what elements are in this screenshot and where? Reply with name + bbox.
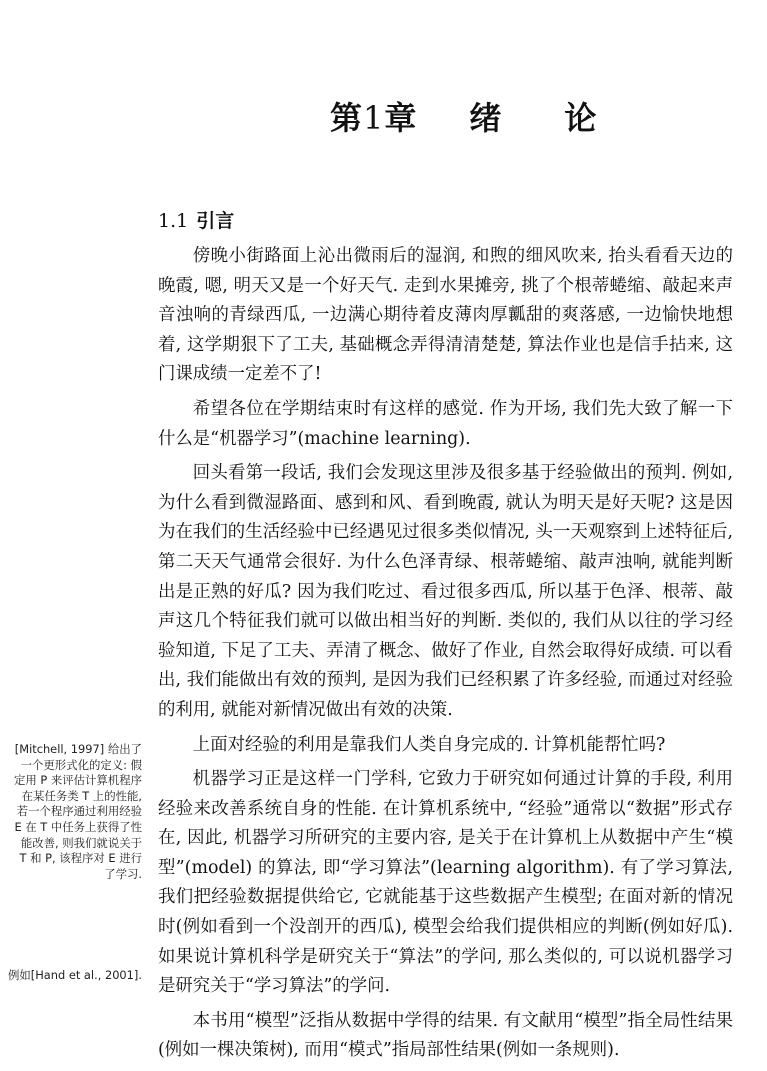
body-text: [158, 242, 733, 1071]
paragraph-2: 希望各位在学期结束时有这样的感觉. 作为开场, 我们先大致了解一下什么是“机器学习”(machine learning).: [158, 398, 733, 449]
margin-note-mitchell: [Mitchell, 1997] 给出了 一个更形式化的定义: 假 定用 P 来评估计算机程序 在某任务类 T 上的性能, 若一个程序通过利用经验 E 在 T 中任务上获得了性 能改善, 则我们就说关于 T 和 P, 该程序对 E 进行 了学习.: [13, 742, 142, 881]
chapter-title-char-2: 论: [564, 99, 598, 137]
section-number: 1.1: [158, 210, 189, 232]
margin-note-hand: 例如[Hand et al., 2001].: [8, 968, 142, 982]
paragraph-6: 本书用“模型”泛指从数据中学得的结果. 有文献用“模型”指全局性结果(例如一棵决策树), 而用“模式”指局部性结果(例如一条规则).: [158, 1010, 733, 1061]
chapter-number: 1: [363, 99, 385, 137]
section-title: 引言: [196, 210, 235, 232]
chapter-title: [330, 93, 597, 139]
paragraph-5: 机器学习正是这样一门学科, 它致力于研究如何通过计算的手段, 利用经验来改善系统自身的性能. 在计算机系统中, “经验”通常以“数据”形式存在, 因此, 机器学习所研究的主要内容, 是关于在计算机上从数据中产生“模型”(model) 的算法, 即“学习算法”(learning algorithm). 有了学习算法, 我们把经验数据提供给它, 它就能基于这些数据产生模型; 在面对新的情况时(例如看到一个没剖开的西瓜), 模型会给我们提供相应的判断(例如好瓜). 如果说计算机科学是研究关于“算法”的学问, 那么类似的, 可以说机器学习是研究关于“学习算法”的学问.: [158, 769, 733, 997]
section-heading: [158, 206, 234, 233]
paragraph-4: 上面对经验的利用是靠我们人类自身完成的. 计算机能帮忙吗?: [192, 734, 666, 755]
paragraph-1: 傍晚小街路面上沁出微雨后的湿润, 和煦的细风吹来, 抬头看看天边的晚霞, 嗯, 明天又是一个好天气. 走到水果摊旁, 挑了个根蒂蜷缩、敲起来声音浊响的青绿西瓜, 一边满心期待着皮薄肉厚瓤甜的爽落感, 一边愉快地想着, 这学期狠下了工夫, 基础概念弄得清清楚楚, 算法作业也是信手拈来, 这门课成绩一定差不了!: [158, 246, 733, 385]
chapter-prefix: 第: [330, 99, 364, 137]
chapter-suffix: 章: [384, 99, 418, 137]
paragraph-3: 回头看第一段话, 我们会发现这里涉及很多基于经验做出的预判. 例如, 为什么看到微湿路面、感到和风、看到晚霞, 就认为明天是好天呢? 这是因为在我们的生活经验中已经遇见过很多类似情况, 头一天观察到上述特征后, 第二天天气通常会很好. 为什么色泽青绿、根蒂蜷缩、敲声浊响, 就能判断出是正熟的好瓜? 因为我们吃过、看过很多西瓜, 所以基于色泽、根蒂、敲声这几个特征我们就可以做出相当好的判断. 类似的, 我们从以往的学习经验知道, 下足了工夫、弄清了概念、做好了作业, 自然会取得好成绩. 可以看出, 我们能做出有效的预判, 是因为我们已经积累了许多经验, 而通过对经验的利用, 就能对新情况做出有效的决策.: [158, 463, 733, 720]
chapter-title-char-1: 绪: [469, 99, 503, 137]
